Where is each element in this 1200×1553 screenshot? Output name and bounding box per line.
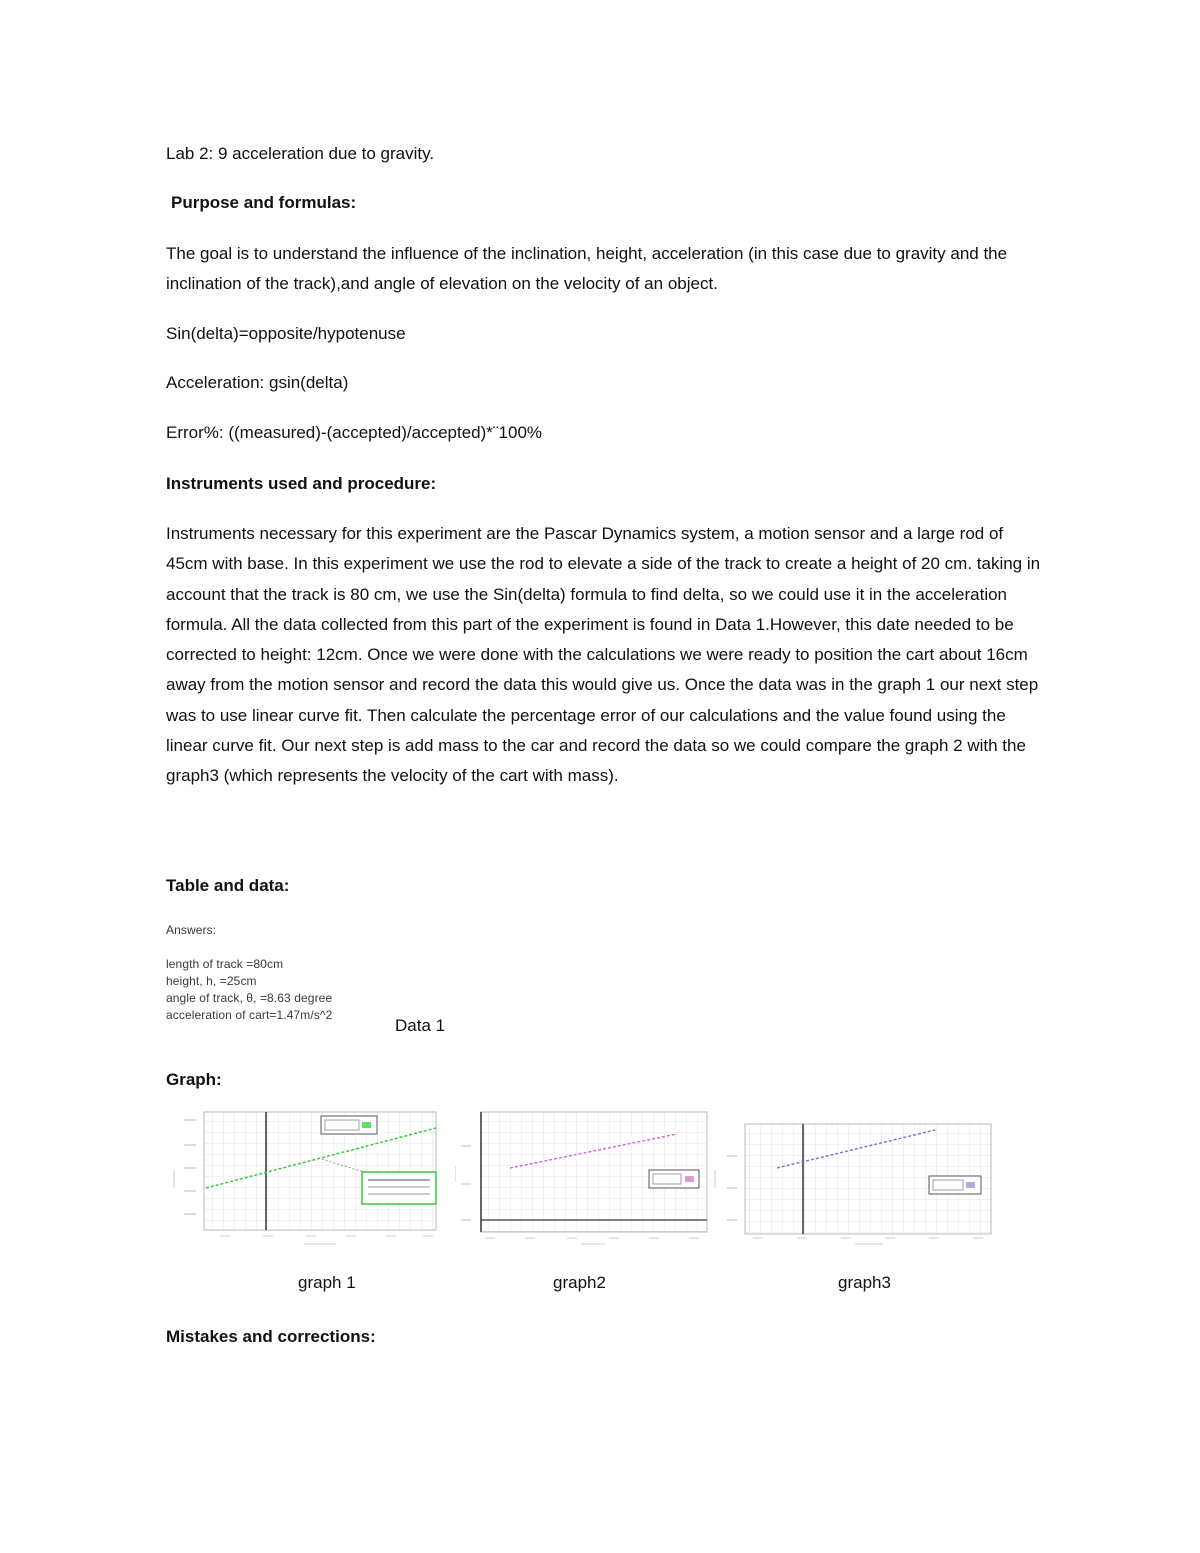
answers-label: Answers: bbox=[166, 923, 217, 937]
instruments-heading: Instruments used and procedure: bbox=[166, 474, 437, 493]
data-1-caption: Data 1 bbox=[395, 1016, 446, 1035]
graph-3-caption: graph3 bbox=[838, 1273, 891, 1292]
graph-1-plot-area bbox=[204, 1112, 436, 1230]
formula-acceleration: Acceleration: gsin(delta) bbox=[166, 373, 349, 392]
instruments-text: Instruments necessary for this experiment are the Pascar Dynamics system, a motion sensor and a large rod of 45cm with base. In this experiment we use the rod to elevate a side of the track to create a height of 20 cm. taking in account that the track is 80 cm, we use the Sin(delta) formula to find delta, so we could use it in the acceleration formula. All the data collected from this part of the experiment is found in Data 1.However, this date needed to be corrected to height: 12cm. Once we were done with the calculations we were ready to position the cart about 16cm away from the motion sensor and record the data this would give us. Once the data was in the graph 1 our next step was to use linear curve fit. Then calculate the percentage error of our calculations and the value found using the linear curve fit. Our next step is add mass to the car and record the data so we could compare the graph 2 with the graph3 (which represents the velocity of the cart with mass). bbox=[166, 524, 1041, 786]
data-line-length: length of track =80cm bbox=[166, 957, 284, 971]
lab-title: Lab 2: 9 acceleration due to gravity. bbox=[166, 144, 435, 163]
graph-1 bbox=[168, 1110, 440, 1250]
purpose-text: The goal is to understand the influence of the inclination, height, acceleration (in this case due to gravity and the inclination of the track),and angle of elevation on the velocity of an object. bbox=[166, 244, 1008, 294]
data-line-acceleration: acceleration of cart=1.47m/s^2 bbox=[166, 1008, 333, 1022]
formula-error: Error%: ((measured)-(accepted)/accepted)*¨100% bbox=[166, 423, 543, 442]
graph-2-legend-swatch bbox=[685, 1176, 694, 1182]
graph-2-caption: graph2 bbox=[553, 1273, 606, 1292]
data-1-image bbox=[166, 919, 406, 1029]
graph-3 bbox=[705, 1122, 995, 1250]
graph-1-caption: graph 1 bbox=[298, 1273, 356, 1292]
data-line-height: height, h, =25cm bbox=[166, 974, 257, 988]
graph-3-legend-swatch bbox=[966, 1182, 975, 1188]
graph-1-fit-box bbox=[362, 1172, 436, 1204]
graph-1-legend-swatch bbox=[362, 1122, 371, 1128]
data-line-angle: angle of track, θ, =8.63 degree bbox=[166, 991, 333, 1005]
table-heading: Table and data: bbox=[166, 876, 290, 895]
formula-sine: Sin(delta)=opposite/hypotenuse bbox=[166, 324, 406, 343]
graph-heading: Graph: bbox=[166, 1070, 222, 1089]
purpose-heading: Purpose and formulas: bbox=[171, 193, 357, 212]
graph-2 bbox=[455, 1110, 711, 1250]
mistakes-heading: Mistakes and corrections: bbox=[166, 1327, 376, 1346]
